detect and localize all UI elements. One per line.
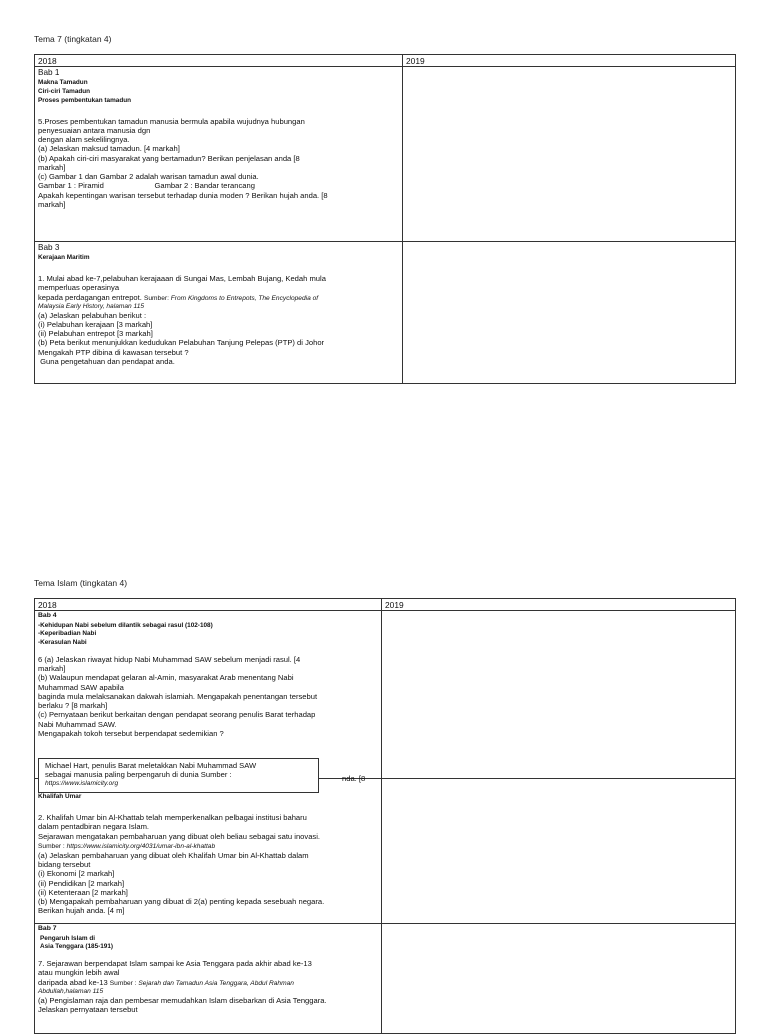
question-line: (a) Jelaskan pembaharuan yang dibuat oleh Khalifah Umar bin Al-Khattab dalam <box>38 850 309 860</box>
question-line: markah] <box>38 664 66 674</box>
question-line: Nabi Muhammad SAW. <box>38 719 117 729</box>
table-cell-bab1 <box>35 67 403 242</box>
question-line: (i) Ekonomi [2 markah] <box>38 869 115 879</box>
question-line: Jelaskan pernyataan tersebut <box>38 1004 138 1014</box>
question-line: 5.Proses pembentukan tamadun manusia bermula apabila wujudnya hubungan <box>38 116 305 126</box>
question-line: (a) Jelaskan pelabuhan berikut : <box>38 310 147 320</box>
question-line: (c) Gambar 1 dan Gambar 2 adalah warisan tamadun awal dunia. <box>38 172 259 182</box>
topic-item: Proses pembentukan tamadun <box>38 96 132 104</box>
topic-item: -Keperibadian Nabi <box>38 630 97 638</box>
question-line: (b) Apakah ciri-ciri masyarakat yang bertamadun? Berikan penjelasan anda [8 <box>38 153 300 163</box>
question-line: 2. Khalifah Umar bin Al-Khattab telah memperkenalkan pelbagai institusi baharu <box>38 813 307 823</box>
col-2018-header: 2018 <box>35 599 382 611</box>
question-line: penyesuaian antara manusia dgn <box>38 125 151 135</box>
callout-line: sebagai manusia paling berpengaruh di dunia Sumber : <box>45 770 232 780</box>
topic-item: -Kehidupan Nabi sebelum dilantik sebagai rasul (102-108) <box>38 621 213 629</box>
topic-item: -Kerasulan Nabi <box>38 639 87 647</box>
question-text: kepada perdagangan entrepot. <box>38 292 144 302</box>
bab-label: Bab 4 <box>38 612 57 620</box>
section2-heading: Tema Islam (tingkatan 4) <box>34 578 128 588</box>
topic-item: Makna Tamadun <box>38 79 88 87</box>
table-cell-empty <box>382 611 736 779</box>
quote-callout-box <box>38 758 319 793</box>
section2-table <box>34 598 736 1034</box>
question-line: (i) Pelabuhan kerajaan [3 markah] <box>38 319 153 329</box>
question-line: (ii) Ketenteraan [2 markah] <box>38 887 128 897</box>
question-line: (b) Mengapakah pembaharuan yang dibuat di 2(a) penting kepada sesebuah negara. <box>38 897 325 907</box>
question-line: (a) Pengislaman raja dan pembesar memudahkan Islam disebarkan di Asia Tenggara. <box>38 995 327 1005</box>
question-line: baginda mula melaksanakan dakwah islamiah. Mengapakah penentangan tersebut <box>38 691 318 701</box>
table-cell-empty <box>382 779 736 924</box>
question-line: memperluas operasinya <box>38 283 120 293</box>
question-line: Apakah kepentingan warisan tersebut terhadap dunia moden ? Berikan hujah anda. [8 <box>38 190 328 200</box>
question-line <box>38 841 378 851</box>
source-citation: Abdullah,halaman 115 <box>38 987 104 995</box>
question-line <box>38 978 378 988</box>
question-line: (ii) Pendidikan [2 markah] <box>38 878 125 888</box>
table-cell-bab7 <box>35 924 382 1034</box>
question-line: Muhammad SAW apabila <box>38 682 124 692</box>
question-line: Guna pengetahuan dan pendapat anda. <box>38 356 175 366</box>
bab-label: Bab 1 <box>38 68 60 78</box>
table-cell-empty <box>403 242 736 384</box>
question-line: 1. Mulai abad ke-7,pelabuhan kerajaaan di Sungai Mas, Lembah Bujang, Kedah mula <box>38 274 326 284</box>
col-2019-header: 2019 <box>382 599 736 611</box>
bab-label: Bab 3 <box>38 243 60 253</box>
question-line: Berikan hujah anda. [4 m] <box>38 906 125 916</box>
question-line: dengan alam sekelilingnya. <box>38 135 130 145</box>
source-citation: From Kingdoms to Entrepots, The Encyclopedia of <box>170 294 319 302</box>
col-2019-header: 2019 <box>403 55 736 67</box>
table-cell-bab3 <box>35 242 403 384</box>
question-line: Mengakah PTP dibina di kawasan tersebut ? <box>38 347 189 357</box>
question-line-tail: nda. [8 <box>342 774 366 784</box>
question-line: (ii) Pelabuhan entrepot [3 markah] <box>38 329 153 339</box>
table-cell-empty <box>382 924 736 1034</box>
source-citation: https://www.islamicity.org/4031/umar-ibn-al-khattab <box>66 842 216 850</box>
section1-heading: Tema 7 (tingkatan 4) <box>34 34 112 44</box>
source-citation: Malaysia Early History, halaman 115 <box>38 302 145 310</box>
question-text: daripada abad ke-13 <box>38 977 110 987</box>
question-line: markah] <box>38 199 66 209</box>
question-line: (b) Walaupun mendapat gelaran al-Amin, masyarakat Arab menentang Nabi <box>38 673 294 683</box>
question-line: markah] <box>38 162 66 172</box>
topic-item: Khalifah Umar <box>38 793 82 801</box>
question-line: bidang tersebut <box>38 860 91 870</box>
question-line: Mengapakah tokoh tersebut berpendapat sedemikian ? <box>38 728 224 738</box>
question-line: (a) Jelaskan maksud tamadun. [4 markah] <box>38 144 180 154</box>
question-line: Gambar 1 : Piramid Gambar 2 : Bandar terancang <box>38 181 255 191</box>
source-label: Sumber : <box>109 979 139 987</box>
topic-item: Kerajaan Maritim <box>38 254 90 262</box>
bab-label: Bab 7 <box>38 925 57 933</box>
callout-source: https://www.islamicity.org <box>45 779 119 787</box>
question-line: dalam pentadbiran negara Islam. <box>38 822 150 832</box>
question-line: Sejarawan mengatakan pembaharuan yang dibuat oleh beliau sebagai satu inovasi. <box>38 831 321 841</box>
question-line: (c) Pernyataan berikut berkaitan dengan pendapat seorang penulis Barat terhadap <box>38 710 316 720</box>
table-cell-empty <box>403 67 736 242</box>
source-citation: Sejarah dan Tamadun Asia Tenggara, Abdul Rahman <box>138 979 294 987</box>
question-line: atau mungkin lebih awal <box>38 968 120 978</box>
question-line: (b) Peta berikut menunjukkan kedudukan Pelabuhan Tanjung Pelepas (PTP) di Johor <box>38 338 325 348</box>
col-2018-header: 2018 <box>35 55 403 67</box>
source-label: Sumber: <box>143 294 171 302</box>
table-cell-khalifah <box>35 779 382 924</box>
topic-item: Ciri-ciri Tamadun <box>38 88 91 96</box>
source-label: Sumber : <box>38 842 67 850</box>
topic-item: Asia Tenggara (185-191) <box>40 943 114 951</box>
section1-table <box>34 54 736 384</box>
topic-item: Pengaruh Islam di <box>40 934 96 942</box>
question-line: 7. Sejarawan berpendapat Islam sampai ke Asia Tenggara pada akhir abad ke-13 <box>38 959 312 969</box>
question-line: berlaku ? [8 markah] <box>38 701 108 711</box>
question-line: 6 (a) Jelaskan riwayat hidup Nabi Muhammad SAW sebelum menjadi rasul. [4 <box>38 654 301 664</box>
callout-line: Michael Hart, penulis Barat meletakkan Nabi Muhammad SAW <box>45 761 257 770</box>
question-line <box>38 293 399 303</box>
